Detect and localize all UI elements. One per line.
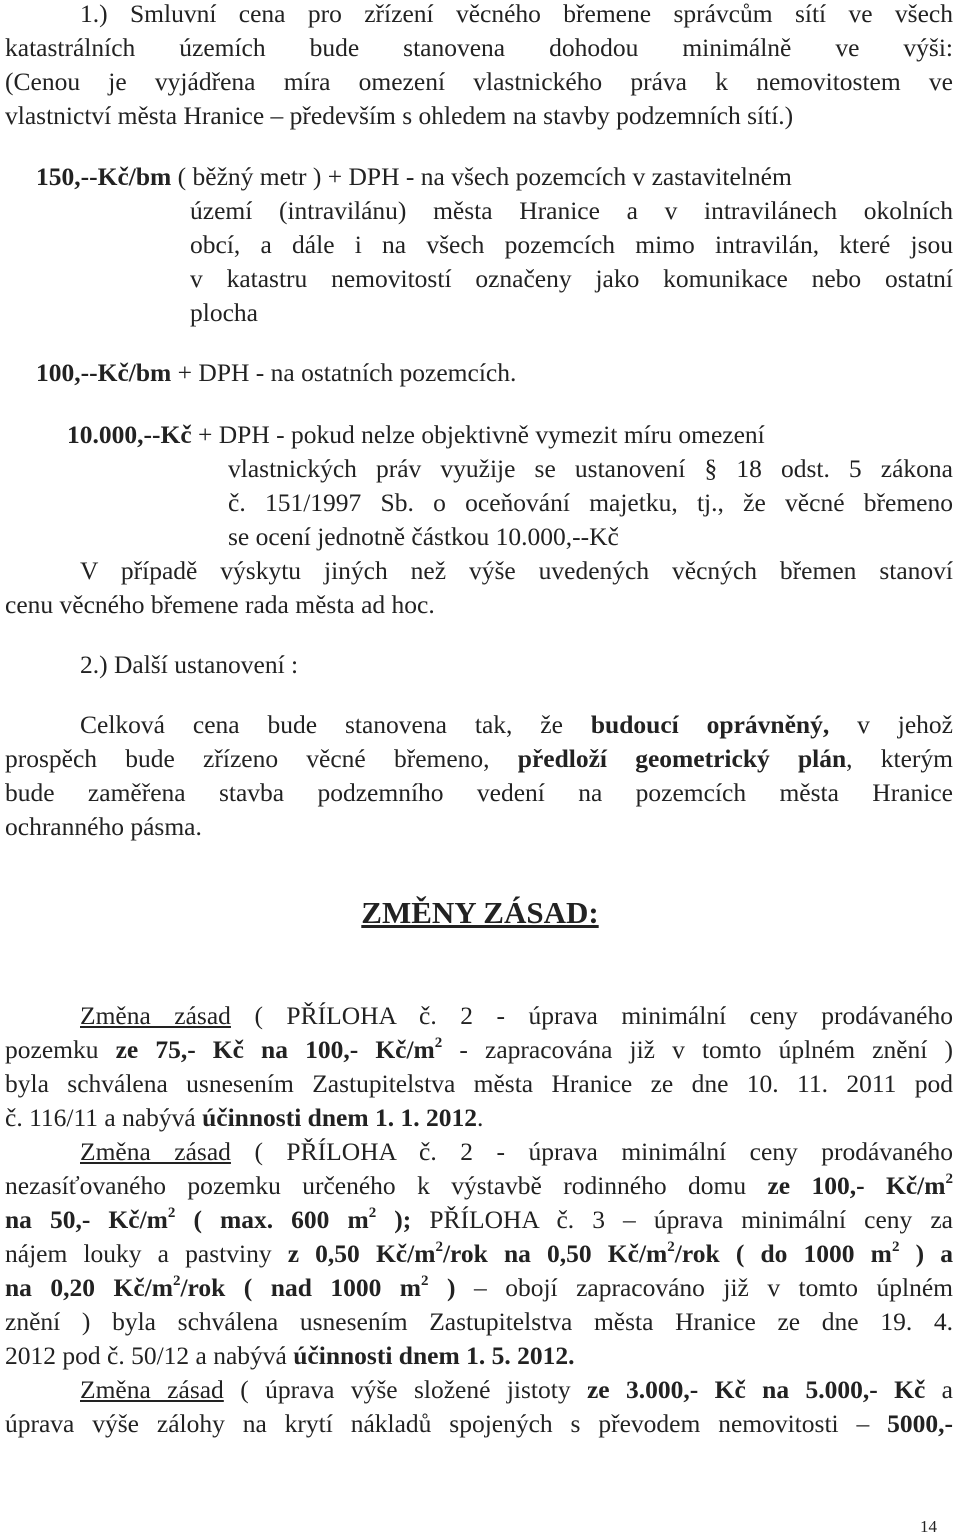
change2-line-7 — [5, 1339, 574, 1373]
change3-line-1 — [80, 1373, 953, 1407]
price-10000-desc: + DPH - pokud nelze objektivně vymezit míru omezení — [198, 420, 765, 449]
change1-text-2a: pozemku — [5, 1035, 116, 1064]
change2-line-6: znění ) byla schválena usnesením Zastupitelstva města Hranice ze dne 19. 4. — [5, 1307, 953, 1336]
change2-text-4e: ) a — [899, 1239, 953, 1268]
price-100-amount: 100,--Kč/bm — [36, 358, 172, 387]
change3-text-2a: úprava výše zálohy na krytí nákladů spojených s převodem nemovitosti – — [5, 1409, 888, 1438]
section2-text-d: , kterým — [846, 744, 953, 773]
price-150-cont-4: plocha — [190, 298, 258, 327]
change1-line-1 — [80, 999, 953, 1033]
page-number: 14 — [920, 1517, 937, 1536]
price-150-cont-1: území (intravilánu) města Hranice a v intravilánech okolních — [190, 196, 953, 225]
change3-line-2 — [5, 1407, 953, 1441]
change2-line-4 — [5, 1237, 953, 1271]
price-10000-cont-2: č. 151/1997 Sb. o oceňování majetku, tj., že věcné břemeno — [228, 488, 953, 517]
change2-sup-3: 2 — [368, 1205, 377, 1221]
price-10000-cont-1: vlastnických práv využije se ustanovení § 18 odst. 5 zákona — [228, 454, 953, 483]
change2-sup-2: 2 — [167, 1205, 176, 1221]
change1-price-change: ze 75,- Kč na 100,- Kč/m — [115, 1035, 435, 1064]
change2-text-3d: PŘÍLOHA č. 3 – úprava minimální ceny za — [411, 1205, 953, 1234]
change3-text-1a: ( úprava výše složené jistoty — [223, 1375, 587, 1404]
section2-p-line-1 — [80, 708, 953, 742]
section2-p-line-2 — [5, 742, 953, 776]
price-150-line — [36, 160, 792, 194]
change2-rent-from: z 0,50 Kč/m — [287, 1239, 436, 1268]
future-beneficiary: budoucí oprávněný, — [590, 710, 830, 739]
change2-text-5d: – obojí zapracováno již v tomto úplném — [455, 1273, 953, 1302]
change2-rent-large-limit: /rok ( nad 1000 m — [180, 1273, 422, 1302]
price-10000-line — [67, 418, 765, 452]
section2-heading: 2.) Další ustanovení : — [80, 650, 299, 679]
change2-text-3c: ); — [376, 1205, 412, 1234]
change2-sup-6: 2 — [891, 1239, 900, 1255]
change1-text-4c: . — [476, 1103, 484, 1132]
change2-rent-large: na 0,20 Kč/m — [5, 1273, 173, 1302]
section1-intro-line-3: (Cenou je vyjádřena míra omezení vlastnického práva k nemovitostem ve — [5, 67, 953, 96]
change2-text-1: ( PŘÍLOHA č. 2 - úprava minimální ceny prodávaného — [230, 1137, 953, 1166]
change1-line-2 — [5, 1033, 953, 1067]
change2-line-3 — [5, 1203, 953, 1237]
change2-text-4a: nájem louky a pastviny — [5, 1239, 288, 1268]
section1-intro-line-2: katastrálních územích bude stanovena dohodou minimálně ve výši: — [5, 33, 953, 62]
change2-rent-to: /rok na 0,50 Kč/m — [442, 1239, 668, 1268]
change2-text-7a: 2012 pod č. 50/12 a nabývá — [5, 1341, 294, 1370]
change2-line-2 — [5, 1169, 953, 1203]
change2-sup-8: 2 — [421, 1273, 429, 1289]
change2-text-2a: nezasíťovaného pozemku určeného k výstavbě rodinného domu — [5, 1171, 768, 1200]
changes-title: ZMĚNY ZÁSAD: — [361, 895, 599, 930]
change1-line-4 — [5, 1101, 483, 1135]
price-10000-amount: 10.000,--Kč — [67, 420, 192, 449]
change2-sup-1: 2 — [945, 1171, 953, 1187]
price-150-cont-3: v katastru nemovitostí označeny jako komunikace nebo ostatní — [190, 264, 953, 293]
change2-price-from: ze 100,- Kč/m — [767, 1171, 946, 1200]
change2-price-to: na 50,- Kč/m — [5, 1205, 168, 1234]
section2-text-b: v jehož — [829, 710, 953, 739]
change2-sup-5: 2 — [667, 1239, 675, 1255]
price-10000-cont-3: se ocení jednotně částkou 10.000,--Kč — [228, 522, 619, 551]
change3-text-1c: a — [925, 1375, 953, 1404]
change1-text-2c: - zapracována již v tomto úplném znění ) — [442, 1035, 953, 1064]
price-150-desc: ( běžný metr ) + DPH - na všech pozemcích v zastavitelném — [177, 162, 792, 191]
section2-p-line-4: ochranného pásma. — [5, 812, 202, 841]
change2-sup-4: 2 — [435, 1239, 443, 1255]
change1-text-1: ( PŘÍLOHA č. 2 - úprava minimální ceny prodávaného — [230, 1001, 953, 1030]
other-easements-line-1: V případě výskytu jiných než výše uvedených věcných břemen stanoví — [80, 556, 953, 585]
price-100-line — [36, 356, 516, 390]
change3-label: Změna zásad — [80, 1375, 224, 1404]
change1-line-3: byla schválena usnesením Zastupitelstva města Hranice ze dne 10. 11. 2011 pod — [5, 1069, 953, 1098]
change2-sup-7: 2 — [172, 1273, 181, 1289]
section1-intro-line-4: vlastnictví města Hranice – především s ohledem na stavby podzemních sítí.) — [5, 101, 794, 130]
section2-text-c: prospěch bude zřízeno věcné břemeno, — [5, 744, 518, 773]
change1-sup: 2 — [434, 1035, 443, 1051]
change2-line-1 — [80, 1135, 953, 1169]
change2-label: Změna zásad — [80, 1137, 231, 1166]
change1-label: Změna zásad — [80, 1001, 231, 1030]
change1-effective-date: účinnosti dnem 1. 1. 2012 — [202, 1103, 477, 1132]
change2-line-5 — [5, 1271, 953, 1305]
price-100-desc: + DPH - na ostatních pozemcích. — [177, 358, 517, 387]
price-150-cont-2: obcí, a dále i na všech pozemcích mimo intravilán, které jsou — [190, 230, 953, 259]
section2-text-a: Celková cena bude stanovena tak, že — [80, 710, 591, 739]
change3-deposit-change: ze 3.000,- Kč na 5.000,- Kč — [586, 1375, 926, 1404]
change2-max-area: ( max. 600 m — [175, 1205, 369, 1234]
change2-rent-limit: /rok ( do 1000 m — [674, 1239, 892, 1268]
change2-effective-date: účinnosti dnem 1. 5. 2012. — [293, 1341, 575, 1370]
other-easements-line-2: cenu věcného břemene rada města ad hoc. — [5, 590, 435, 619]
change3-advance-amount: 5000,- — [887, 1409, 953, 1438]
geometric-plan: předloží geometrický plán — [517, 744, 847, 773]
change1-text-4a: č. 116/11 a nabývá — [5, 1103, 203, 1132]
section2-p-line-3: bude zaměřena stavba podzemního vedení na pozemcích města Hranice — [5, 778, 953, 807]
section1-intro-line-1: 1.) Smluvní cena pro zřízení věcného břemene správcům sítí ve všech — [80, 0, 953, 28]
price-150-amount: 150,--Kč/bm — [36, 162, 172, 191]
change2-text-5c: ) — [428, 1273, 456, 1302]
